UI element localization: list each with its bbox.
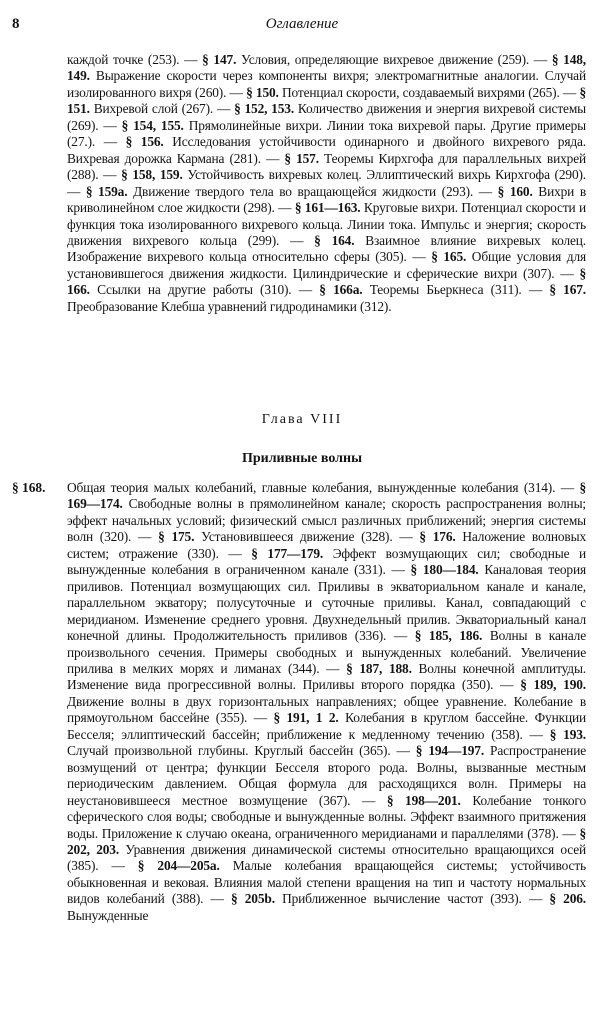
- toc-text: Малые колебания вращающейся системы; устойчивость обыкновенная и вековая. Влияния малой степени вращения на тип и частоту нормальных видов колебаний (388). —: [67, 858, 586, 907]
- chapter-title: Приливные волны: [241, 451, 363, 466]
- toc-text: Колебания в круглом бассейне. Функции Бесселя; эллиптический бассейн; приближение к медленному течению (358). —: [67, 710, 587, 742]
- section-number: § 160.: [497, 183, 533, 199]
- section-number: § 189, 190.: [520, 677, 586, 693]
- section-number: § 150.: [246, 84, 279, 100]
- section-number: § 166.: [67, 265, 586, 298]
- toc-text: Случай произвольной глубины. Круглый бассейн (365). —: [67, 743, 416, 759]
- section-number: § 158, 159.: [121, 167, 183, 183]
- toc-text: Условия, определяющие вихревое движение (259). —: [236, 52, 552, 67]
- section-number: § 159а.: [85, 183, 128, 199]
- running-title: Оглавление: [265, 16, 339, 32]
- section-number: § 167.: [549, 282, 587, 298]
- toc-text: Движение волны в двух горизонтальных направлениях; общее уравнение. Колебание в прямоугольном бассейне (355). —: [67, 693, 586, 726]
- toc-text: Количество движения и энергия вихревой системы (269). —: [67, 101, 587, 133]
- toc-text: Устойчивость вихревых колец. Эллиптический вихрь Кирхгофа (290). —: [67, 167, 587, 199]
- toc-text: Установившееся движение (328). —: [194, 529, 420, 545]
- section-number: § 166а.: [319, 282, 363, 298]
- toc-text: каждой точке (253). —: [67, 52, 203, 67]
- toc-text: Каналовая теория приливов. Потенциал возмущающих сил. Приливы в экваториальном канале и канале, параллельном экватору; полусуточные и суточные приливы. Канал, совпадающий с меридианом. Изменение среднего уровня. Двухнедельный прилив. Экваториальный канал конечной длины. Продолжительность приливов (336). —: [67, 562, 586, 644]
- toc-text: Теоремы Кирхгофа для параллельных вихрей (288). —: [67, 150, 586, 183]
- section-number: § 202, 203.: [67, 825, 586, 857]
- section-number: § 204—205а.: [137, 858, 220, 874]
- toc-text: Эффект возмущающих сил; свободные и вынужденные колебания в ограниченном канале (331). —: [67, 545, 586, 578]
- section-number: § 193.: [549, 726, 586, 742]
- toc-text: Вынужденные: [67, 907, 149, 923]
- toc-text: Исследования устойчивости одинарного и двойного вихревого ряда. Вихревая дорожка Кармана (281). —: [67, 134, 587, 166]
- section-number: § 187, 188.: [346, 660, 412, 676]
- section-number: § 191, 1 2.: [273, 710, 339, 726]
- section-number: § 205b.: [231, 891, 275, 907]
- toc-text: Уравнения движения динамической системы относительно вращающихся осей (385). —: [67, 841, 586, 874]
- chapter-label: Глава VIII: [261, 412, 343, 427]
- section-number: § 151.: [67, 84, 586, 117]
- section-number: § 194—197.: [415, 743, 485, 759]
- toc-text: Движение твердого тела во вращающейся жидкости (293). —: [127, 183, 498, 199]
- section-number: § 177—179.: [251, 545, 324, 561]
- section-number: § 157.: [284, 150, 319, 166]
- section-number: § 198—201.: [386, 792, 461, 808]
- section-number: § 147.: [202, 52, 237, 67]
- section-number: § 156.: [125, 134, 164, 150]
- section-number: § 175.: [158, 529, 195, 545]
- toc-entry-chapter-viii: [67, 480, 586, 924]
- section-number: § 165.: [431, 249, 467, 265]
- page-number: 8: [12, 16, 20, 32]
- toc-text: Теоремы Бьеркнеса (311). —: [362, 282, 550, 298]
- toc-text: Ссылки на другие работы (310). —: [89, 282, 320, 298]
- toc-entry-top: [67, 52, 586, 315]
- toc-text: Прямолинейные вихри. Линии тока вихревой пары. Другие примеры (27.). —: [67, 117, 587, 150]
- section-number: § 176.: [419, 529, 456, 545]
- section-number: § 148, 149.: [67, 52, 586, 84]
- section-number: § 164.: [314, 232, 355, 248]
- toc-text: Круговые вихри. Потенциал скорости и функция тока изолированного вихревого кольца. Линии тока. Импульс и энергия; скорость движения вихревого кольца (299). —: [67, 200, 586, 248]
- toc-text: Преобразование Клебша уравнений гидродинамики (312).: [67, 298, 392, 314]
- toc-text: Общие условия для установившегося движения жидкости. Цилиндрические и сферические вихри (307). —: [67, 249, 586, 281]
- toc-text: Вихри в криволинейном слое жидкости (298). —: [67, 183, 586, 216]
- toc-text: Распространение возмущений от центра; функции Бесселя второго рода. Волны, вызванные местным периодическим давлением. Общая формула для расходящихся волн. Примеры на неустановившееся местное возмущение (367). —: [67, 743, 586, 808]
- section-number: § 152, 153.: [234, 101, 295, 117]
- section-number: § 206.: [549, 891, 586, 907]
- toc-text: Выражение скорости через компоненты вихря; электромагнитные аналогии. Случай изолированного вихря (260). —: [67, 68, 586, 100]
- section-lead-number: § 168.: [12, 480, 46, 495]
- toc-text: Взаимное влияние вихревых колец. Изображение вихревого кольца относительно сферы (305). —: [67, 232, 586, 265]
- section-number: § 161—163.: [294, 200, 361, 216]
- toc-text: Волны конечной амплитуды. Изменение вида прогрессивной волны. Приливы второго порядка (350). —: [67, 660, 587, 693]
- section-number: § 180—184.: [410, 562, 479, 578]
- toc-text: Волны в канале произвольного сечения. Примеры свободных и вынужденных колебаний. Увеличение прилива в мелких морях и лиманах (344). —: [67, 628, 586, 676]
- toc-text: Колебание тонкого сферического слоя воды; свободные и вынужденные волны. Эффект взаимного притяжения воды. Приложение к случаю океана, ограниченного меридианами и параллелями (378). —: [67, 792, 586, 841]
- toc-text: Приближенное вычисление частот (393). —: [274, 891, 550, 907]
- section-number: § 169—174.: [67, 480, 586, 512]
- toc-text: Свободные волны в прямолинейном канале; скорость распространения волны; эффект начальных условий; физический смысл различных приближений; энергия системы волн (320). —: [67, 496, 586, 545]
- section-number: § 185, 186.: [414, 628, 483, 644]
- section-number: § 154, 155.: [121, 117, 184, 133]
- toc-text: Общая теория малых колебаний, главные колебания, вынужденные колебания (314). —: [67, 480, 580, 495]
- toc-text: Потенциал скорости, создаваемый вихрями (265). —: [278, 84, 580, 100]
- toc-text: Вихревой слой (267). —: [89, 101, 235, 117]
- toc-text: Наложение волновых систем; отражение (330). —: [67, 529, 586, 561]
